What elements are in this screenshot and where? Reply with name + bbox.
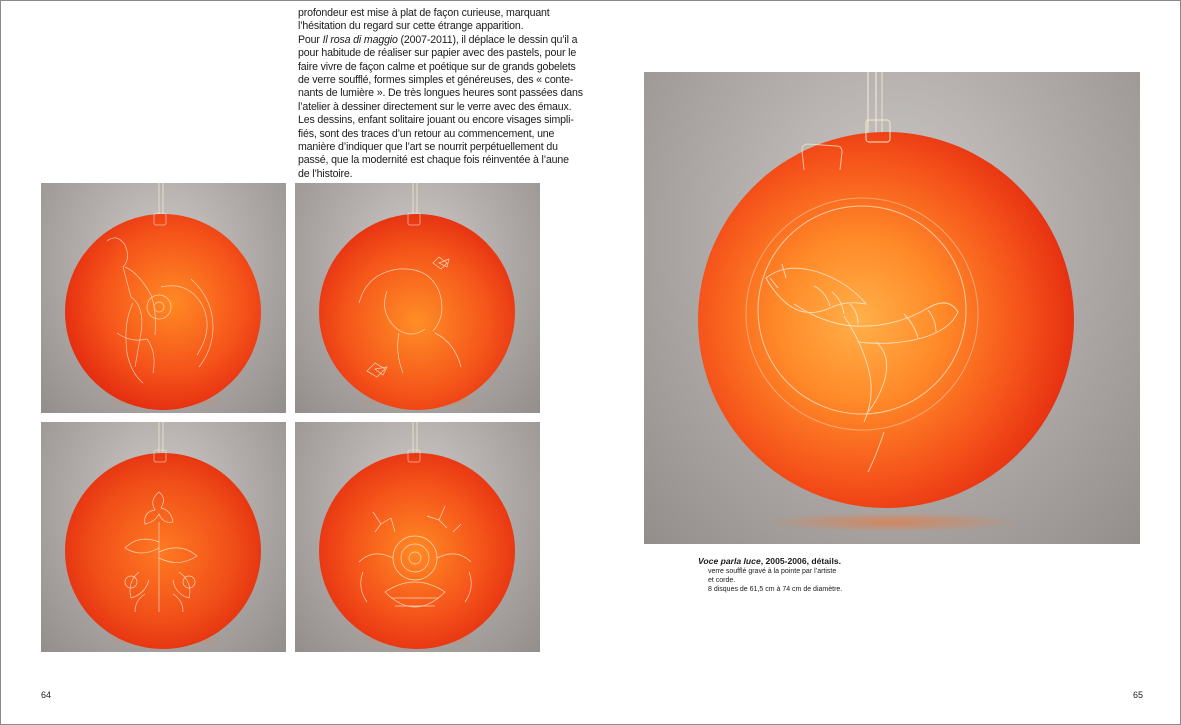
caption-line: 8 disques de 61,5 cm à 74 cm de diamètre. xyxy=(708,586,843,593)
text-line: manière d’indiquer que l’art se nourrit perpétuellement du xyxy=(298,141,558,154)
page-number-left: 64 xyxy=(41,690,52,700)
glass-disc-figure-image xyxy=(41,183,286,413)
caption-line: et corde. xyxy=(708,577,736,584)
glass-disc-flowers-image xyxy=(41,422,286,652)
caption-line: verre soufflé gravé à la pointe par l’artiste xyxy=(708,568,837,575)
text-line: nants de lumière ». De très longues heures sont passées dans xyxy=(298,87,583,100)
text-line: passé, que la modernité est chaque fois réinventée à l’aune xyxy=(298,154,569,167)
text-line: fiés, sont des traces d’un retour au commencement, une xyxy=(298,127,555,140)
photo-disc-coral xyxy=(295,422,540,652)
text-line: l’hésitation du regard sur cette étrange apparition. xyxy=(298,20,524,33)
artwork-title: Il rosa di maggio xyxy=(322,33,398,46)
text-line: de verre soufflé, formes simples et généreuses, des « conte- xyxy=(298,74,574,87)
text-line: profondeur est mise à plat de façon curieuse, marquant xyxy=(298,7,550,19)
text-line: l’atelier à dessiner directement sur le verre avec des émaux. xyxy=(298,100,572,113)
caption-artwork-title: Voce parla luce xyxy=(698,556,761,566)
glass-disc-coral-image xyxy=(295,422,540,652)
caption-title: Voce parla luce, 2005-2006, détails. xyxy=(698,556,841,566)
photo-disc-head-butterflies xyxy=(295,183,540,413)
body-text-column xyxy=(298,7,583,181)
text-line: pour habitude de réaliser sur papier avec des pastels, pour le xyxy=(298,47,577,60)
glass-disc-butterfly-image xyxy=(644,72,1140,544)
photo-disc-butterfly-detail xyxy=(644,72,1140,544)
photo-disc-figure xyxy=(41,183,286,413)
text-line: faire vivre de façon calme et poétique sur de grands gobelets xyxy=(298,60,576,73)
photo-disc-flowers xyxy=(41,422,286,652)
text-line: Les dessins, enfant solitaire jouant ou encore visages simpli- xyxy=(298,114,574,127)
glass-disc-head-image xyxy=(295,183,540,413)
page-number-right: 65 xyxy=(1133,690,1144,700)
image-caption xyxy=(698,556,918,594)
text-line: de l’histoire. xyxy=(298,167,353,180)
text-line: Pour Il rosa di maggio (2007-2011), il déplace le dessin qu’il a xyxy=(298,33,578,46)
